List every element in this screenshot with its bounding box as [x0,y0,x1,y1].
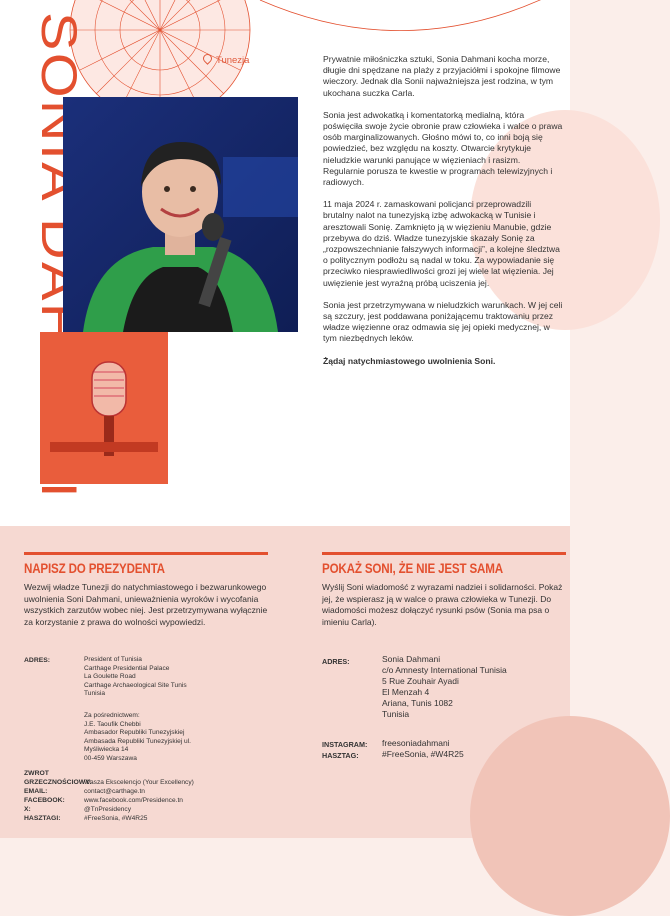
via-line: Myśliwiecka 14 [84,746,129,754]
x-label: X: [24,806,31,813]
address-line: Sonia Dahmani [382,654,441,664]
facebook-value[interactable]: www.facebook.com/Presidence.tn [84,797,183,804]
profile-section [0,0,570,526]
instagram-label: INSTAGRAM: [322,740,368,749]
right-heading: POKAŻ SONI, ŻE NIE JEST SAMA [322,561,503,576]
location-label [203,54,249,66]
via-line: Za pośrednictwem: [84,712,140,719]
x-value[interactable]: @TnPresidency [84,806,132,813]
left-via [84,712,191,764]
left-heading: NAPISZ DO PREZYDENTA [24,561,165,576]
address-line: Carthage Archaeological Site Tunis [84,681,187,689]
instagram-value[interactable]: freesoniadahmani [382,738,450,748]
address-line: c/o Amnesty International Tunisia [382,665,507,675]
left-intro: Wezwij władze Tunezji do natychmiastowego i bezwarunkowego uwolnienia Soni Dahmani, unieważnienia wyroków i wycofania wszystkich zarzutów wobec niej. Jest przetrzymywana wyłącznie za korzystanie z prawa do wolności wypowiedzi. [24,582,268,627]
via-line: 00-459 Warszawa [84,754,137,762]
portrait-photo [63,97,298,332]
hashtags-label-left: HASZTAGI: [24,815,61,822]
salutation-label: ZWROT GRZECZNOŚCIOWY: [24,770,92,786]
email-label: EMAIL: [24,788,48,795]
biography [323,54,563,378]
address-line: 5 Rue Zouhair Ayadi [382,676,459,686]
bio-paragraph-2: Sonia jest adwokatką i komentatorką medialną, która poświęciła swoje życie obronie praw człowieka i walce o prawa osób marginalizowanych. Głośno mówi to, co inni boją się powiedzieć, bez względu na koszty. Otwarcie krytykuje nieludzkie warunki panujące w więzieniach i rasizm. Regularnie porusza te kwestie w programach telewizyjnych i radiowych. [323,109,563,188]
portrait-illustration [63,97,298,332]
salutation-value: Wasza Ekscelencjo (Your Excellency) [84,779,194,786]
hashtag-value-right: #FreeSonia, #W4R25 [382,749,464,759]
svg-text:SONIA DAHMANI: SONIA DAHMANI [31,12,87,436]
location-pin-icon [201,52,214,65]
right-intro: Wyślij Soni wiadomość z wyrazami nadziei i solidarności. Pokaż jej, że wspierasz ją w walce o prawa człowieka w Tunezji. Do wiadomości możesz dołączyć rysunki psów (Sonia ma psa o imieniu Carla). [322,582,563,627]
hashtags-value-left: #FreeSonia, #W4R25 [84,815,148,822]
facebook-label: FACEBOOK: [24,797,65,804]
address-line: President of Tunisia [84,656,142,663]
right-address [382,654,507,720]
address-line: Tunisia [84,690,106,698]
pink-circle-bottom [470,716,670,916]
address-line: Ariana, Tunis 1082 [382,698,453,708]
address-line: La Goulette Road [84,673,136,681]
heading-rule [322,552,566,555]
solidarity-section [322,552,566,628]
via-line: Ambasador Republiki Tunezyjskiej [84,729,185,737]
left-address [84,656,187,699]
bio-paragraph-4: Sonia jest przetrzymywana w nieludzkich warunkach. W jej celi są szczury, jest poddawana poniżającemu traktowaniu przez władze więzienne oraz odmawia się jej opieki medycznej, w tym niezbędnych leków. [323,299,563,344]
microphone-illustration [40,332,168,484]
email-value[interactable]: contact@carthage.tn [84,788,145,795]
bio-paragraph-3: 11 maja 2024 r. zamaskowani policjanci przeprowadzili brutalny nalot na tunezyjską izbę adwokacką w Tunisie i aresztowali Sonię. Zamknięto ją w więzieniu Manubie, gdzie przebywa do dziś. Władze tunezyjskie skazały Sonię za „rozpowszechnianie fałszywych informacji”, a kolejne śledztwa o politycznym podłożu są nadal w toku. Za wypowiadanie się przeciwko niesprawiedliwości grozi jej wiele lat więzienia. Jej uwięzienie jest wyraźną próbą uciszenia jej. [323,199,560,288]
location-text: Tunezja [216,55,250,66]
via-line: J.E. Taoufik Chebbi [84,720,141,728]
hashtag-label-right: HASZTAG: [322,751,359,760]
address-line: El Menzah 4 [382,687,430,697]
call-to-action: Żądaj natychmiastowego uwolnienia Soni. [323,355,496,366]
address-line: Tunisia [382,709,410,719]
write-to-president [24,552,268,628]
heading-rule [24,552,268,555]
left-address-label: ADRES: [24,657,51,664]
decorative-arc-right [260,0,580,60]
bio-paragraph-1: Prywatnie miłośniczka sztuki, Sonia Dahmani kocha morze, długie dni spędzane na plaży z przyjaciółmi i spokojne filmowe wieczory. Jednak dla Sonii najważniejsza jest rodzina, w tym ukochana suczka Carla. [323,54,561,98]
via-line: Ambasada Republiki Tunezyjskiej ul. [84,737,192,745]
address-line: Carthage Presidential Palace [84,664,170,672]
microphone-photo [40,332,168,484]
right-address-label: ADRES: [322,657,350,666]
